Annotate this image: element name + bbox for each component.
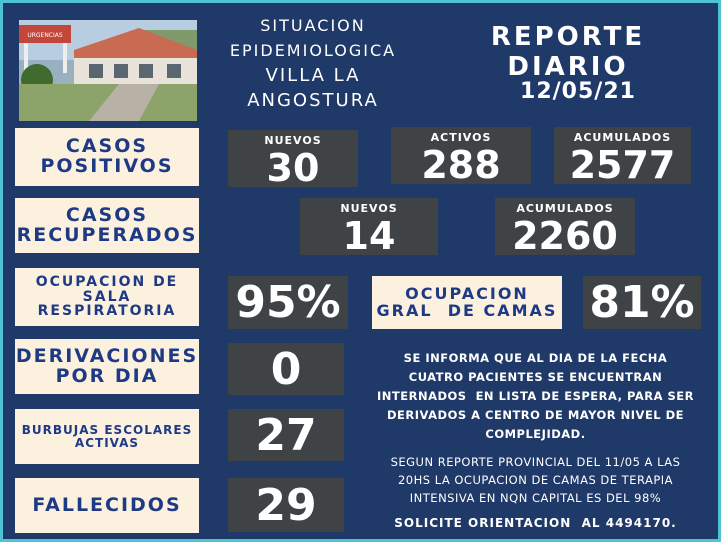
casos-recuperados-line: RECUPERADOS: [16, 223, 198, 246]
derivaciones-label: [15, 339, 199, 394]
title-line: SITUACION: [260, 16, 366, 35]
ocupacion-camas-value: 81%: [583, 276, 701, 329]
notice-line: COMPLEJIDAD.: [485, 427, 586, 441]
derivaciones-line: POR DIA: [55, 364, 159, 387]
recuperados-acumulados-label: ACUMULADOS: [516, 202, 614, 215]
notice-waiting-list: [358, 349, 713, 444]
page-title: [228, 13, 398, 113]
ocupacion-camas-line: OCUPACION: [405, 283, 529, 303]
title-line: VILLA LA: [265, 65, 361, 86]
fallecidos-value: 29: [228, 478, 344, 532]
report-title: REPORTE DIARIO: [490, 22, 646, 82]
casos-positivos-line: POSITIVOS: [40, 155, 174, 177]
recuperados-nuevos-value: 14: [342, 214, 396, 258]
report-date: 12/05/21: [520, 79, 636, 104]
hospital-sign-text: URGENCIAS: [27, 32, 63, 39]
burbujas-value: 27: [228, 409, 344, 461]
recuperados-nuevos-box: [300, 198, 438, 258]
title-line: EPIDEMIOLOGICA: [229, 41, 397, 60]
contact-line: SOLICITE ORIENTACION AL 4494170.: [394, 516, 677, 530]
ocupacion-sala-value: 95%: [228, 276, 348, 329]
casos-positivos-label: [15, 128, 199, 186]
casos-positivos-line: CASOS: [65, 135, 149, 158]
positivos-acumulados-label: ACUMULADOS: [573, 131, 672, 144]
ocupacion-sala-line: SALA: [82, 288, 132, 305]
ocupacion-camas-line: GRAL DE CAMAS: [376, 300, 558, 320]
notice-line: INTERNADOS EN LISTA DE ESPERA, PARA SER: [376, 389, 695, 403]
notice-provincial-report: [358, 453, 713, 507]
positivos-acumulados-box: [554, 127, 691, 187]
positivos-acumulados-value: 2577: [569, 143, 676, 187]
ocupacion-sala-line: RESPIRATORIA: [37, 303, 177, 320]
ocupacion-sala-line: OCUPACION DE: [35, 273, 179, 290]
derivaciones-line: DERIVACIONES: [15, 344, 199, 367]
hospital-building-image: [19, 20, 197, 121]
ocupacion-sala-label: [15, 268, 199, 326]
hospital-photo: [19, 20, 197, 121]
recuperados-acumulados-box: [495, 198, 635, 258]
positivos-activos-label: ACTIVOS: [430, 131, 492, 144]
casos-recuperados-line: CASOS: [65, 203, 149, 226]
notice-line: CUATRO PACIENTES SE ENCUENTRAN: [408, 370, 663, 384]
notice-line: INTENSIVA EN NQN CAPITAL ES DEL 98%: [409, 491, 662, 505]
recuperados-nuevos-label: NUEVOS: [340, 202, 398, 215]
derivaciones-value: 0: [228, 343, 344, 395]
notice-line: SEGUN REPORTE PROVINCIAL DEL 11/05 A LAS: [390, 455, 681, 469]
burbujas-line: ACTIVAS: [74, 435, 140, 450]
notice-line: 20HS LA OCUPACION DE CAMAS DE TERAPIA: [397, 473, 674, 487]
positivos-nuevos-label: NUEVOS: [264, 134, 322, 147]
recuperados-acumulados-value: 2260: [512, 214, 618, 258]
positivos-nuevos-box: [228, 130, 358, 190]
burbujas-line: BURBUJAS ESCOLARES: [21, 422, 193, 437]
fallecidos-label: FALLECIDOS: [15, 478, 199, 533]
ocupacion-camas-label: [372, 276, 562, 329]
notice-line: DERIVADOS A CENTRO DE MAYOR NIVEL DE: [386, 408, 685, 422]
burbujas-label: [15, 409, 199, 464]
casos-recuperados-label: [15, 198, 199, 253]
positivos-activos-value: 288: [421, 143, 501, 187]
positivos-activos-box: [391, 127, 531, 187]
notice-line: SE INFORMA QUE AL DIA DE LA FECHA: [403, 351, 668, 365]
positivos-nuevos-value: 30: [266, 146, 320, 190]
title-line: ANGOSTURA: [247, 90, 379, 111]
